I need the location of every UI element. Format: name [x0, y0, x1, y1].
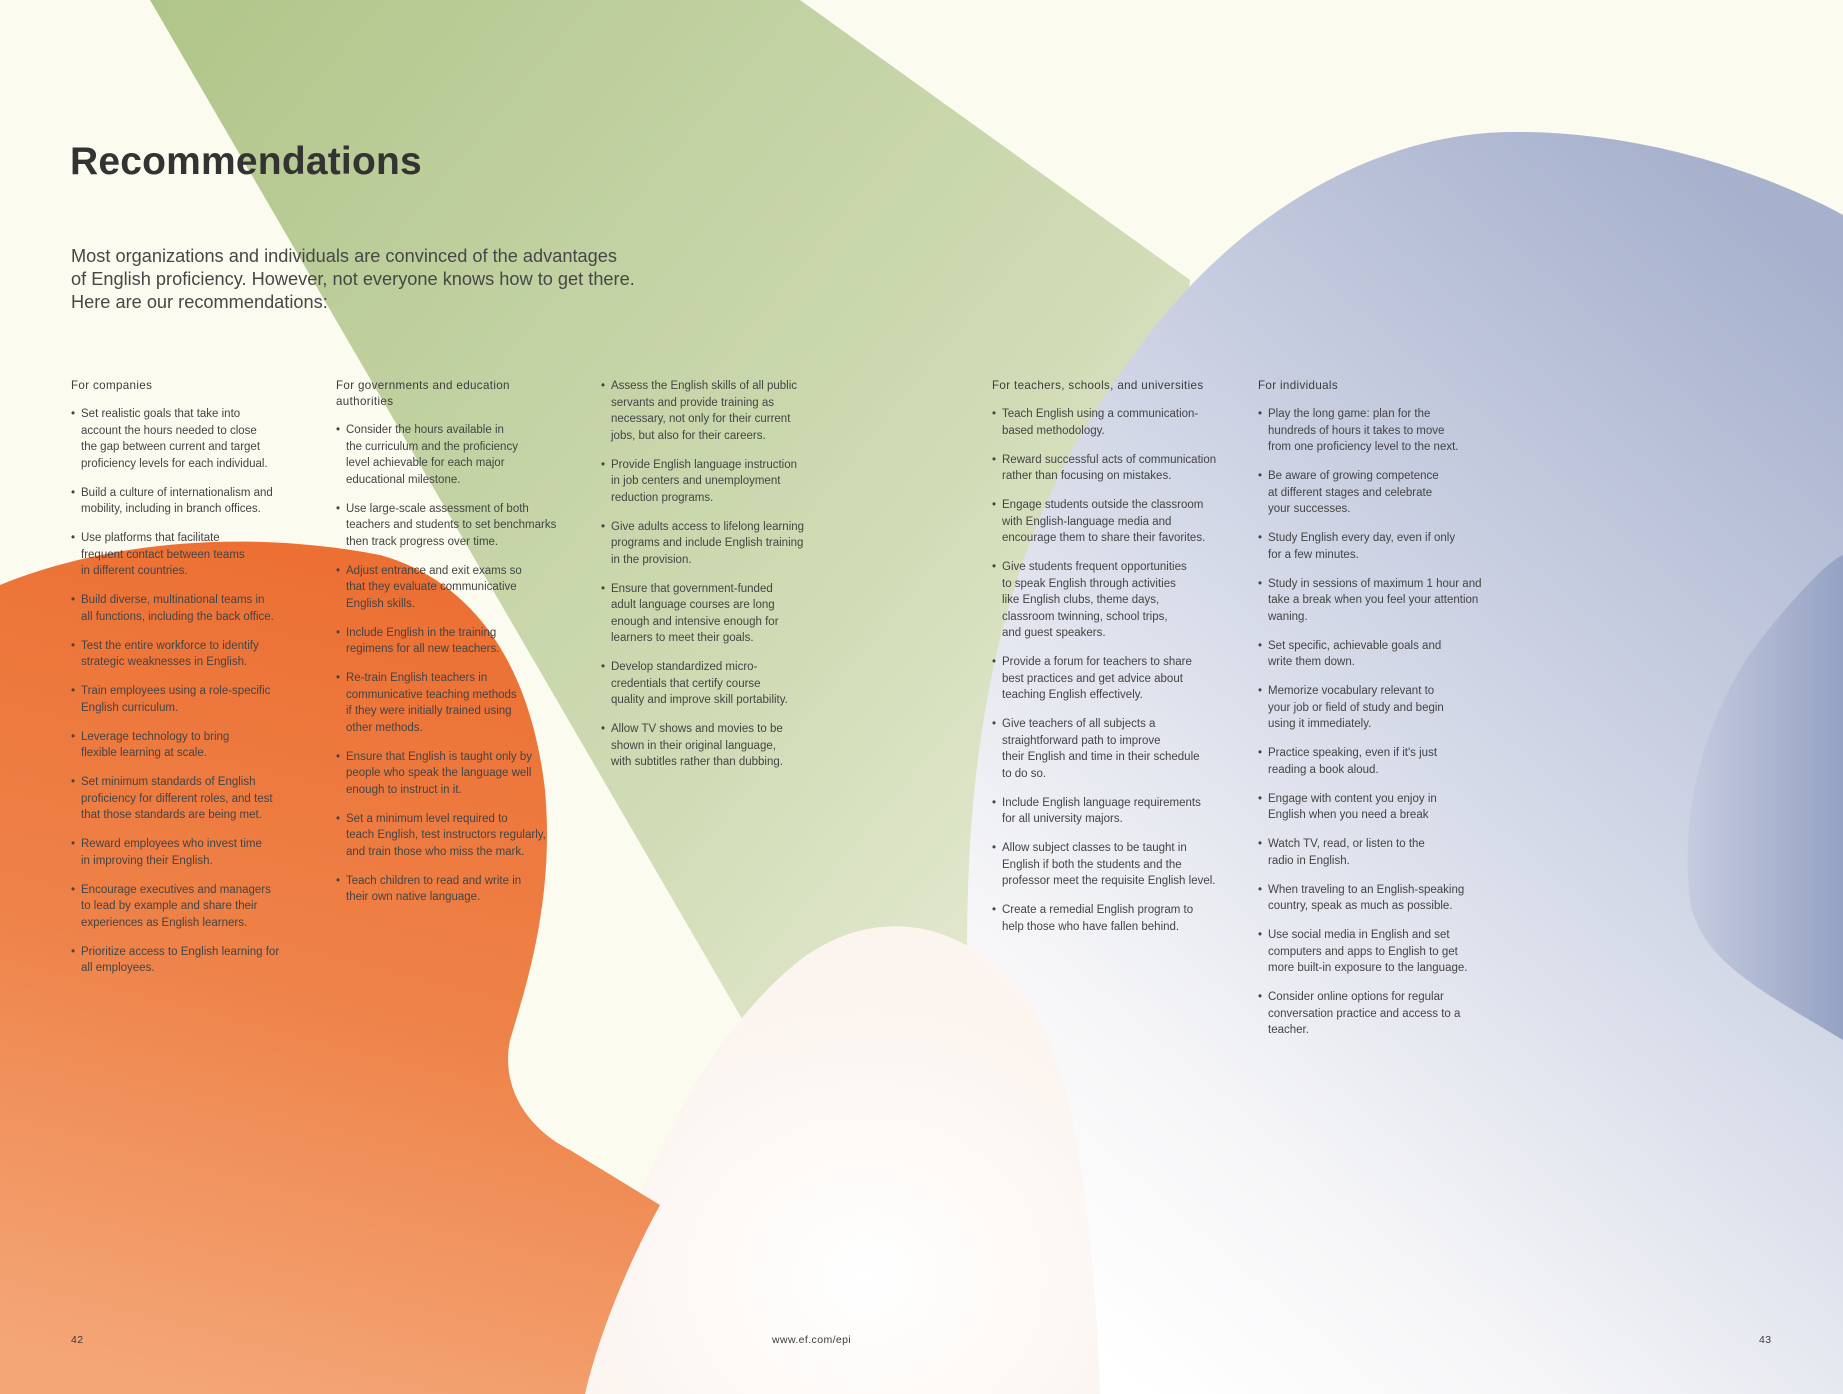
- recommendation-text-line: adult language courses are long: [611, 599, 775, 611]
- recommendation-item: [992, 902, 1247, 935]
- recommendation-text-line: your successes.: [1268, 503, 1351, 515]
- recommendation-text-line: • Build a culture of internationalism and: [81, 486, 273, 499]
- recommendation-text-line: based methodology.: [1002, 424, 1105, 437]
- recommendation-item: [71, 836, 311, 869]
- recommendation-item: [601, 378, 851, 444]
- recommendation-text-line: hundreds of hours it takes to move: [1268, 424, 1445, 437]
- recommendation-text-line: with subtitles rather than dubbing.: [611, 756, 783, 768]
- recommendation-text-line: programs and include English training: [611, 537, 804, 549]
- recommendation-text-line: • Set minimum standards of English: [81, 776, 256, 788]
- recommendation-item: [1258, 836, 1513, 869]
- recommendation-item: [601, 519, 851, 569]
- recommendation-item: [992, 716, 1247, 782]
- page-number-right: 43: [1759, 1334, 1772, 1346]
- recommendation-item: [71, 774, 311, 824]
- recommendation-text-line: • Provide English language instruction: [611, 458, 798, 471]
- recommendation-text-line: teach English, test instructors regularly,: [346, 829, 546, 841]
- recommendation-text-line: account the hours needed to close: [81, 424, 257, 437]
- recommendation-text-line: • Give adults access to lifelong learning: [611, 520, 805, 533]
- recommendation-item: [1258, 406, 1513, 456]
- recommendation-item: [1258, 882, 1513, 915]
- column-teachers: [992, 378, 1247, 948]
- recommendation-item: [336, 501, 586, 551]
- recommendation-text-line: if they were initially trained using: [346, 705, 512, 717]
- recommendation-text-line: take a break when you feel your attention: [1268, 594, 1479, 606]
- recommendation-item: [992, 654, 1247, 704]
- recommendation-item: [71, 592, 311, 625]
- recommendation-text-line: • Create a remedial English program to: [1002, 904, 1194, 916]
- column-heading-line: authorities: [336, 395, 394, 408]
- recommendation-text-line: all functions, including the back office.: [81, 610, 274, 623]
- recommendation-text-line: • Include English language requirements: [1002, 796, 1201, 809]
- recommendation-text-line: rather than focusing on mistakes.: [1002, 470, 1172, 482]
- recommendation-text-line: help those who have fallen behind.: [1002, 920, 1180, 933]
- recommendation-text-line: teaching English effectively.: [1002, 689, 1143, 701]
- recommendation-text-line: the gap between current and target: [81, 441, 261, 453]
- recommendation-text-line: your job or field of study and begin: [1268, 701, 1444, 714]
- recommendation-text-line: English if both the students and the: [1002, 858, 1182, 871]
- recommendation-item: [992, 406, 1247, 439]
- recommendation-text-line: to lead by example and share their: [81, 900, 258, 912]
- recommendation-text-line: • Teach children to read and write in: [346, 874, 522, 887]
- recommendation-text-line: • Provide a forum for teachers to share: [1002, 656, 1192, 668]
- recommendation-text-line: enough and intensive enough for: [611, 615, 779, 628]
- recommendation-text-line: • Study in sessions of maximum 1 hour and: [1268, 577, 1482, 590]
- recommendation-text-line: write them down.: [1268, 656, 1355, 668]
- recommendation-text-line: proficiency levels for each individual.: [81, 457, 268, 470]
- recommendation-text-line: to do so.: [1002, 767, 1047, 780]
- recommendation-text-line: educational milestone.: [346, 473, 461, 486]
- recommendation-text-line: level achievable for each major: [346, 457, 505, 469]
- recommendation-item: [336, 811, 586, 861]
- recommendation-text-line: • Memorize vocabulary relevant to: [1268, 685, 1435, 697]
- recommendation-item: [1258, 989, 1513, 1039]
- recommendation-text-line: like English clubs, theme days,: [1002, 594, 1160, 606]
- recommendation-item: [71, 944, 311, 977]
- recommendation-text-line: using it immediately.: [1268, 718, 1372, 730]
- recommendation-list: [601, 378, 851, 771]
- recommendation-text-line: • Set a minimum level required to: [346, 812, 508, 825]
- recommendation-text-line: with English-language media and: [1002, 515, 1172, 528]
- recommendation-text-line: • Give teachers of all subjects a: [1002, 718, 1156, 730]
- recommendation-item: [992, 559, 1247, 642]
- recommendation-text-line: people who speak the language well: [346, 767, 532, 779]
- recommendation-text-line: teacher.: [1268, 1024, 1309, 1036]
- recommendation-item: [71, 683, 311, 716]
- page-number-left: 42: [71, 1334, 84, 1346]
- recommendation-text-line: from one proficiency level to the next.: [1268, 441, 1459, 453]
- column-governments: [336, 378, 586, 918]
- recommendation-list: [336, 422, 586, 906]
- recommendation-text-line: their English and time in their schedule: [1002, 751, 1200, 763]
- recommendation-text-line: best practices and get advice about: [1002, 672, 1183, 685]
- recommendation-text-line: frequent contact between teams: [81, 548, 245, 561]
- column-heading-line: For individuals: [1258, 379, 1338, 392]
- recommendation-text-line: teachers and students to set benchmarks: [346, 519, 557, 531]
- recommendation-text-line: and guest speakers.: [1002, 627, 1106, 639]
- recommendation-text-line: straightforward path to improve: [1002, 734, 1161, 747]
- recommendation-text-line: for all university majors.: [1002, 813, 1123, 825]
- recommendation-text-line: • Set realistic goals that take into: [81, 408, 241, 420]
- recommendation-item: [601, 721, 851, 771]
- page-title: Recommendations: [70, 140, 422, 183]
- recommendation-text-line: • Ensure that government-funded: [611, 582, 773, 595]
- recommendation-text-line: • When traveling to an English-speaking: [1268, 883, 1465, 896]
- recommendation-text-line: English when you need a break: [1268, 809, 1429, 821]
- recommendation-item: [1258, 530, 1513, 563]
- column-heading-line: For governments and education: [336, 379, 510, 392]
- recommendation-item: [1258, 638, 1513, 671]
- column-heading-line: For companies: [71, 379, 153, 392]
- recommendation-text-line: flexible learning at scale.: [81, 747, 207, 759]
- column-individuals: [1258, 378, 1513, 1051]
- recommendation-text-line: • Encourage executives and managers: [81, 883, 271, 896]
- recommendation-item: [992, 840, 1247, 890]
- recommendation-text-line: in different countries.: [81, 565, 188, 577]
- recommendation-text-line: • Test the entire workforce to identify: [81, 639, 259, 652]
- recommendation-text-line: • Engage with content you enjoy in: [1268, 792, 1437, 805]
- recommendation-text-line: English curriculum.: [81, 701, 179, 714]
- recommendation-text-line: • Watch TV, read, or listen to the: [1268, 838, 1425, 850]
- recommendation-text-line: experiences as English learners.: [81, 916, 248, 929]
- column-companies: [71, 378, 311, 989]
- recommendation-item: [71, 729, 311, 762]
- column-heading: [71, 378, 311, 394]
- column-heading: [336, 378, 586, 410]
- recommendation-text-line: in improving their English.: [81, 854, 213, 867]
- recommendation-item: [336, 625, 586, 658]
- recommendation-item: [336, 873, 586, 906]
- recommendation-text-line: jobs, but also for their careers.: [611, 429, 766, 442]
- recommendation-list: [71, 406, 311, 977]
- recommendation-text-line: regimens for all new teachers.: [346, 643, 500, 655]
- recommendation-text-line: • Use large-scale assessment of both: [346, 502, 529, 515]
- column-heading: [1258, 378, 1513, 394]
- recommendation-text-line: • Prioritize access to English learning for: [81, 945, 280, 958]
- recommendation-item: [71, 485, 311, 518]
- recommendation-text-line: • Allow subject classes to be taught in: [1002, 842, 1187, 854]
- recommendation-text-line: servants and provide training as: [611, 396, 775, 409]
- recommendation-text-line: • Teach English using a communication-: [1002, 408, 1199, 420]
- recommendation-text-line: learners to meet their goals.: [611, 632, 754, 644]
- footer-url: www.ef.com/epi: [772, 1334, 852, 1346]
- recommendation-text-line: • Use social media in English and set: [1268, 929, 1450, 941]
- recommendation-item: [336, 670, 586, 736]
- recommendation-text-line: conversation practice and access to a: [1268, 1007, 1461, 1020]
- recommendation-item: [601, 659, 851, 709]
- recommendation-text-line: • Practice speaking, even if it's just: [1268, 747, 1438, 759]
- intro-line: Here are our recommendations:: [71, 292, 328, 313]
- recommendation-item: [992, 497, 1247, 547]
- recommendation-text-line: and train those who miss the mark.: [346, 845, 525, 858]
- recommendation-text-line: radio in English.: [1268, 854, 1350, 867]
- recommendation-text-line: • Reward employees who invest time: [81, 838, 262, 850]
- recommendation-item: [71, 406, 311, 472]
- recommendation-text-line: • Train employees using a role-specific: [81, 685, 271, 697]
- recommendation-item: [71, 882, 311, 932]
- recommendation-text-line: their own native language.: [346, 891, 481, 903]
- recommendation-text-line: reduction programs.: [611, 491, 714, 504]
- recommendation-text-line: shown in their original language,: [611, 739, 776, 752]
- recommendation-item: [336, 422, 586, 488]
- recommendation-item: [601, 581, 851, 647]
- recommendation-text-line: • Develop standardized micro-: [611, 661, 758, 673]
- recommendation-item: [992, 452, 1247, 485]
- recommendation-text-line: English skills.: [346, 597, 416, 610]
- recommendation-text-line: • Play the long game: plan for the: [1268, 408, 1431, 420]
- recommendation-text-line: more built-in exposure to the language.: [1268, 962, 1468, 974]
- recommendation-text-line: necessary, not only for their current: [611, 413, 791, 425]
- recommendation-text-line: • Use platforms that facilitate: [81, 532, 220, 544]
- recommendation-text-line: • Build diverse, multinational teams in: [81, 594, 265, 606]
- recommendation-text-line: • Include English in the training: [346, 626, 497, 639]
- recommendation-text-line: • Re-train English teachers in: [346, 672, 488, 684]
- recommendation-text-line: • Be aware of growing competence: [1268, 470, 1439, 482]
- recommendation-text-line: then track progress over time.: [346, 535, 499, 548]
- recommendation-item: [1258, 791, 1513, 824]
- recommendation-item: [1258, 927, 1513, 977]
- recommendation-text-line: classroom twinning, school trips,: [1002, 610, 1168, 623]
- recommendation-text-line: at different stages and celebrate: [1268, 486, 1433, 499]
- recommendation-text-line: reading a book aloud.: [1268, 763, 1379, 776]
- recommendation-text-line: in job centers and unemployment: [611, 475, 781, 487]
- recommendation-text-line: computers and apps to English to get: [1268, 945, 1458, 958]
- recommendation-item: [1258, 576, 1513, 626]
- intro-line: of English proficiency. However, not everyone knows how to get there.: [71, 269, 635, 290]
- recommendation-item: [601, 457, 851, 507]
- column-heading-line: For teachers, schools, and universities: [992, 379, 1204, 392]
- recommendation-item: [992, 795, 1247, 828]
- recommendation-list: [992, 406, 1247, 935]
- recommendation-text-line: • Assess the English skills of all public: [611, 380, 797, 392]
- recommendation-text-line: • Engage students outside the classroom: [1002, 499, 1204, 511]
- recommendation-text-line: strategic weaknesses in English.: [81, 656, 248, 668]
- recommendation-text-line: • Consider online options for regular: [1268, 991, 1444, 1003]
- recommendation-text-line: other methods.: [346, 721, 423, 734]
- recommendation-text-line: country, speak as much as possible.: [1268, 900, 1453, 912]
- recommendation-item: [1258, 468, 1513, 518]
- recommendation-text-line: proficiency for different roles, and test: [81, 792, 273, 805]
- intro-paragraph: [71, 245, 671, 315]
- recommendation-text-line: credentials that certify course: [611, 677, 761, 690]
- recommendation-text-line: • Allow TV shows and movies to be: [611, 723, 783, 735]
- recommendation-text-line: waning.: [1268, 610, 1308, 623]
- recommendation-item: [336, 563, 586, 613]
- recommendation-text-line: encourage them to share their favorites.: [1002, 532, 1206, 544]
- recommendation-text-line: • Adjust entrance and exit exams so: [346, 564, 522, 577]
- recommendation-text-line: • Give students frequent opportunities: [1002, 561, 1187, 573]
- recommendation-item: [71, 530, 311, 580]
- recommendation-text-line: the curriculum and the proficiency: [346, 440, 518, 453]
- recommendation-text-line: all employees.: [81, 962, 155, 974]
- recommendation-text-line: enough to instruct in it.: [346, 783, 462, 796]
- recommendation-text-line: • Study English every day, even if only: [1268, 532, 1456, 544]
- recommendation-text-line: to speak English through activities: [1002, 577, 1176, 590]
- recommendation-text-line: • Leverage technology to bring: [81, 730, 230, 743]
- recommendation-text-line: • Set specific, achievable goals and: [1268, 639, 1442, 652]
- recommendation-text-line: • Consider the hours available in: [346, 424, 504, 436]
- recommendation-item: [1258, 683, 1513, 733]
- recommendation-text-line: quality and improve skill portability.: [611, 694, 788, 706]
- recommendation-text-line: • Reward successful acts of communication: [1002, 453, 1217, 466]
- recommendation-item: [1258, 745, 1513, 778]
- recommendation-item: [71, 638, 311, 671]
- recommendation-item: [336, 749, 586, 799]
- recommendation-text-line: that those standards are being met.: [81, 809, 262, 821]
- recommendation-text-line: communicative teaching methods: [346, 688, 517, 701]
- recommendation-text-line: in the provision.: [611, 553, 692, 566]
- recommendation-list: [1258, 406, 1513, 1039]
- recommendation-text-line: • Ensure that English is taught only by: [346, 750, 533, 763]
- recommendation-text-line: mobility, including in branch offices.: [81, 503, 261, 515]
- intro-line: Most organizations and individuals are convinced of the advantages: [71, 246, 617, 266]
- column-governments-continued: [601, 378, 851, 783]
- recommendation-text-line: for a few minutes.: [1268, 548, 1359, 561]
- column-heading: [992, 378, 1247, 394]
- recommendation-text-line: professor meet the requisite English level.: [1002, 875, 1216, 887]
- recommendation-text-line: that they evaluate communicative: [346, 581, 517, 593]
